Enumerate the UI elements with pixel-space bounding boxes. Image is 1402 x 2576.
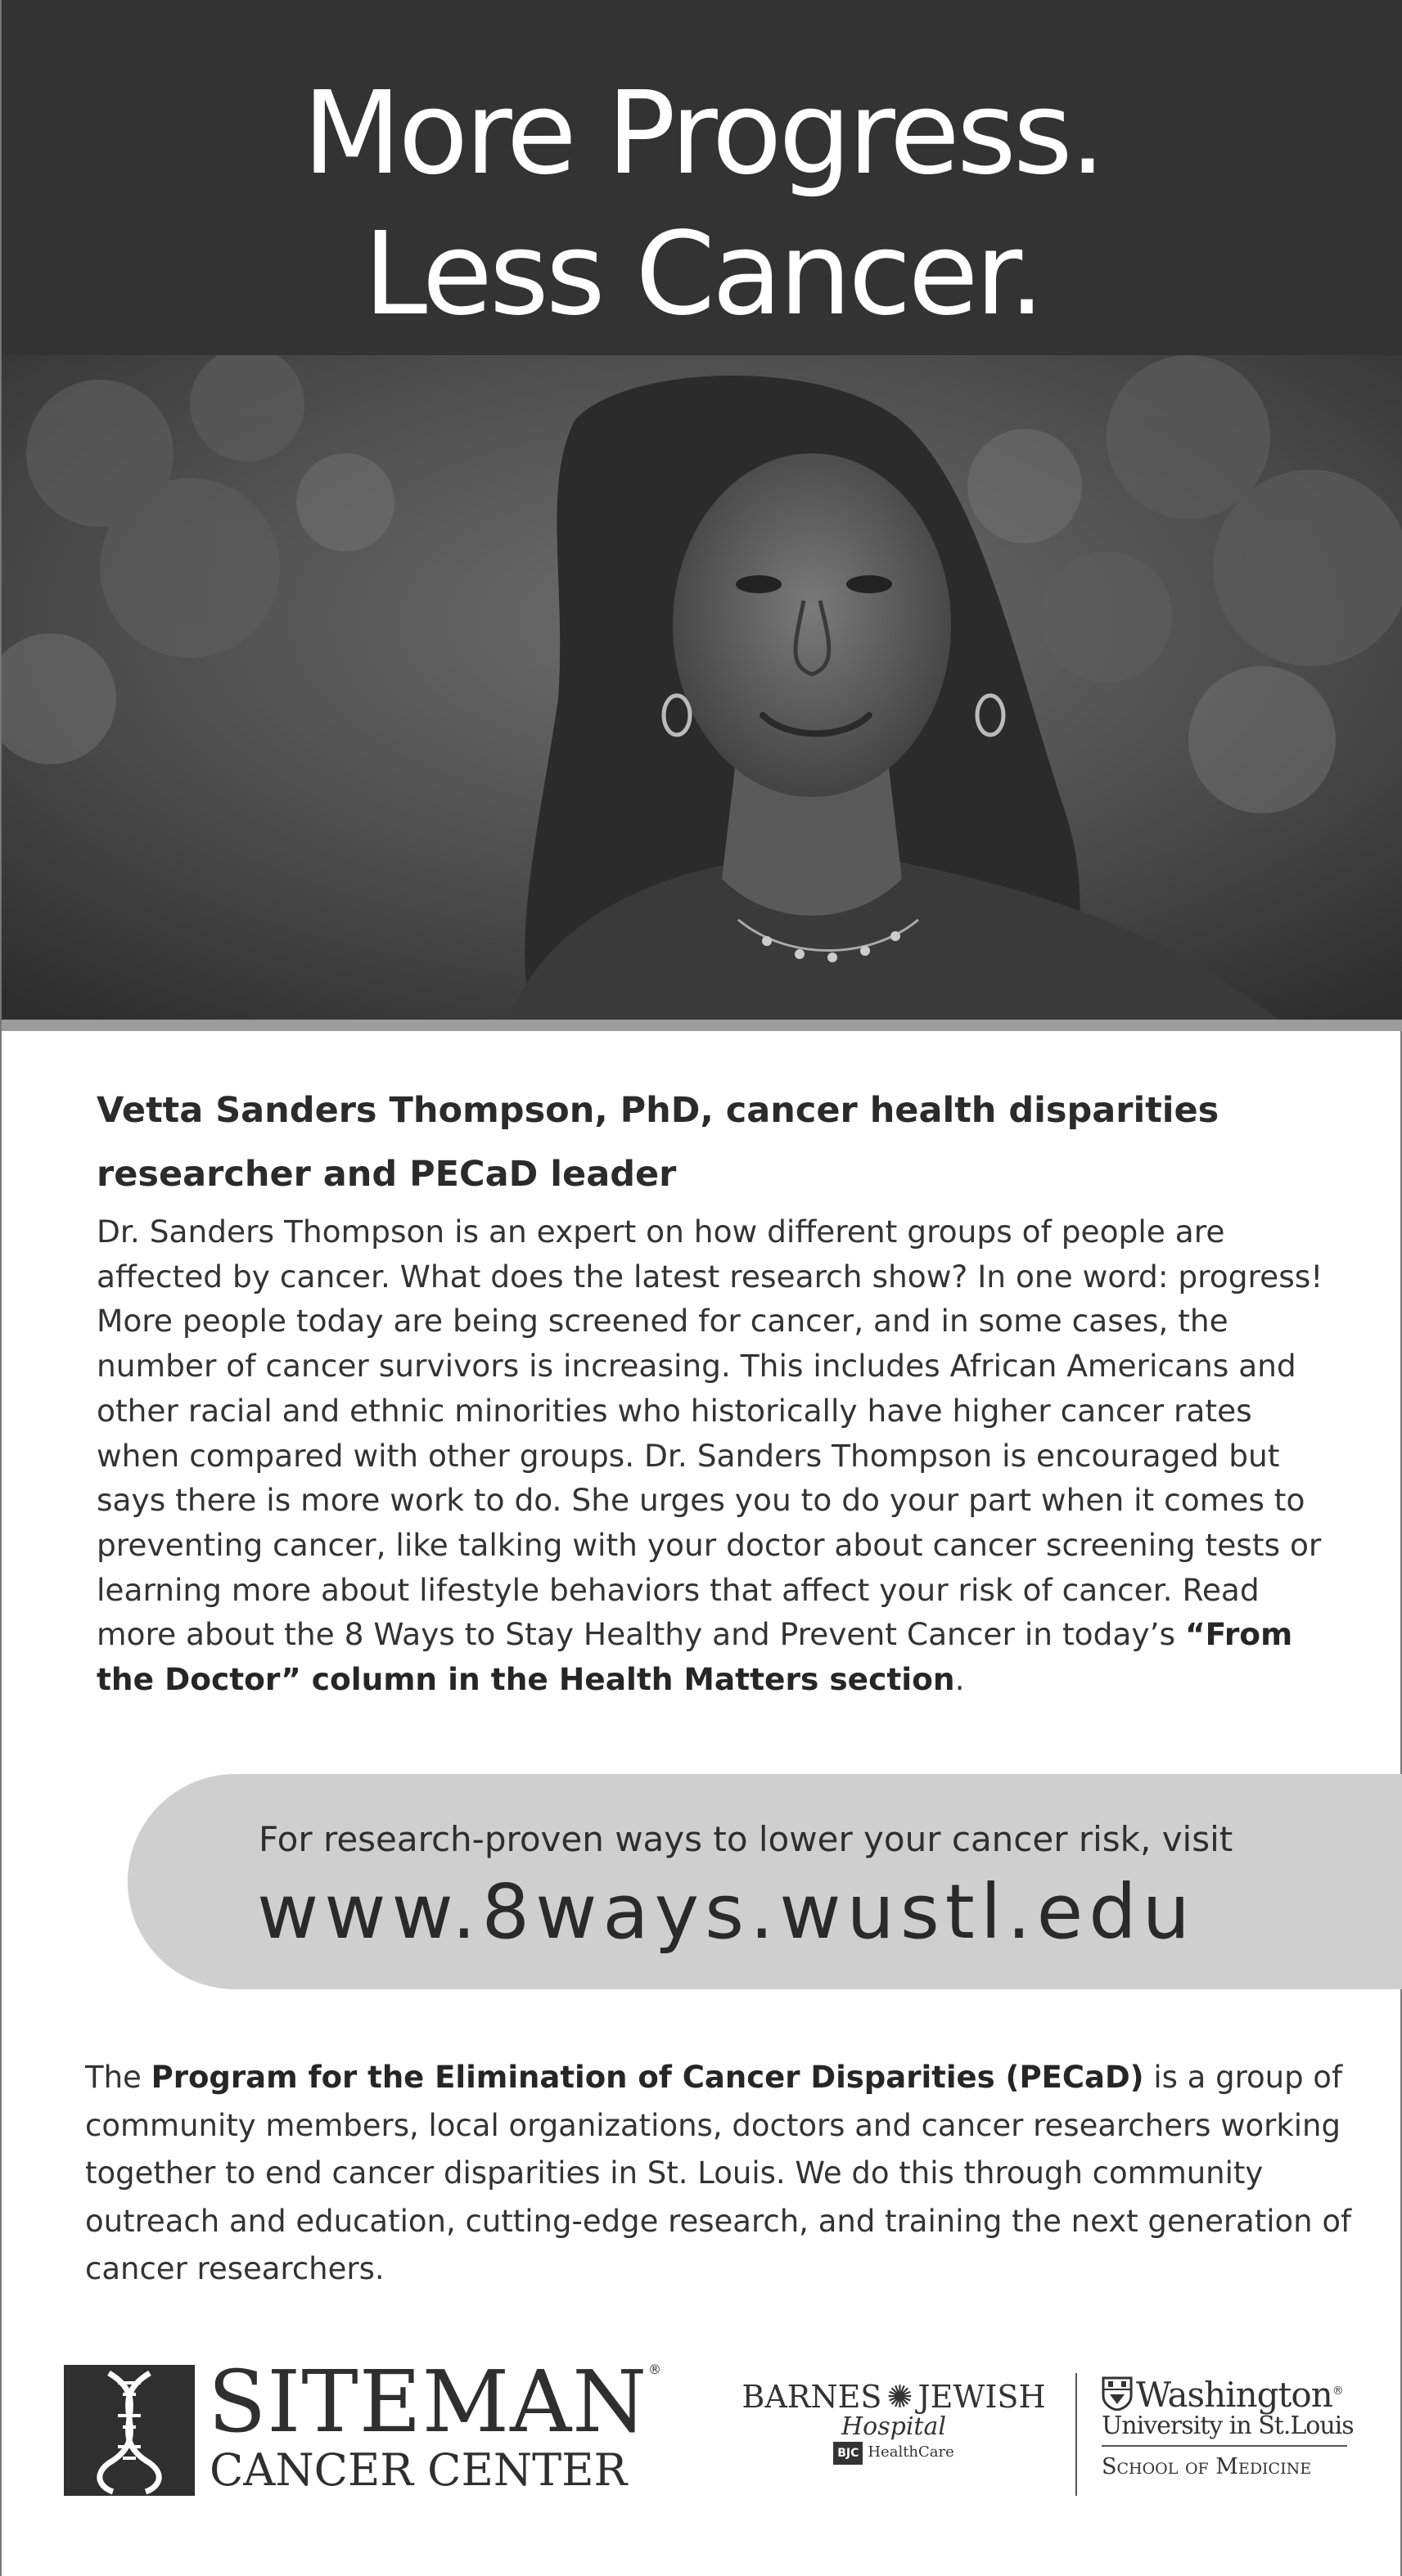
wu-divider xyxy=(1102,2445,1347,2447)
pecad-rest: is a group of community members, local organizations, doctors and cancer researchers working together to end cancer disparities in St. Louis. We do this through community outreach and education, cutting-edge research, and training the next generation of cancer researchers. xyxy=(85,2060,1352,2286)
barnes-jewish-logo xyxy=(730,2376,1057,2491)
sponsor-logos xyxy=(2,2352,1402,2512)
bio-heading xyxy=(97,1079,1324,1206)
bjh-hospital: Hospital xyxy=(841,2412,946,2441)
portrait-photo xyxy=(2,355,1402,1020)
headline xyxy=(2,64,1402,345)
website-link[interactable]: www.8ways.wustl.edu xyxy=(257,1868,1196,1956)
washington-university-logo xyxy=(1098,2370,1360,2493)
bio-heading-line-1: Vetta Sanders Thompson, PhD, cancer health disparities xyxy=(97,1090,1219,1131)
bjh-logo-name xyxy=(730,2376,1057,2417)
wu-logo-name xyxy=(1136,2370,1343,2416)
bio-body-end: . xyxy=(954,1661,965,1698)
headline-band xyxy=(2,0,1402,355)
sun-icon: ✺ xyxy=(886,2379,913,2415)
siteman-registered-mark: ® xyxy=(648,2362,661,2377)
dna-helix-icon xyxy=(64,2365,195,2496)
photo-divider xyxy=(2,1020,1402,1031)
bio-body xyxy=(97,1209,1341,1702)
siteman-logo-subtitle: CANCER CENTER xyxy=(210,2444,628,2496)
bjc-healthcare-text: HealthCare xyxy=(868,2443,954,2461)
pecad-program-name: Program for the Elimination of Cancer Disparities (PECaD) xyxy=(151,2060,1144,2095)
bjc-healthcare xyxy=(730,2442,1057,2465)
pecad-description xyxy=(85,2054,1362,2294)
siteman-logo-name: SITEMAN xyxy=(208,2352,648,2452)
bjh-name-right: JEWISH xyxy=(917,2379,1046,2415)
bio-body-bold: “From the Doctor” column in the Health Matters section xyxy=(97,1616,1293,1698)
call-to-action-text: For research-proven ways to lower your cancer risk, visit xyxy=(259,1819,1233,1859)
bio-body-text: Dr. Sanders Thompson is an expert on how different groups of people are affected by cancer. What does the latest research show? In one word: progress! More people today are being screened for cancer, and in some cases, the number of cancer survivors is increasing. This includes African Americans and other racial and ethnic minorities who historically have higher cancer rates when compared with other groups. Dr. Sanders Thompson is encouraged but says there is more work to do. She urges you to do your part when it comes to preventing cancer, like talking with your doctor about cancer screening tests or learning more about lifestyle behaviors that affect your risk of cancer. Read more about the 8 Ways to Stay Healthy and Prevent Cancer in today’s xyxy=(97,1214,1323,1653)
portrait-illustration xyxy=(2,355,1402,1020)
logo-divider xyxy=(1075,2373,1077,2496)
wu-name-text: Washington xyxy=(1136,2375,1332,2415)
bjc-badge: BJC xyxy=(833,2442,863,2465)
bio-heading-line-2: researcher and PECaD leader xyxy=(97,1154,677,1195)
shield-icon xyxy=(1102,2376,1133,2411)
wu-registered-mark: ® xyxy=(1332,2385,1343,2398)
wu-logo-subtitle: University in St.Louis xyxy=(1102,2412,1354,2440)
wu-school-name: School of Medicine xyxy=(1102,2454,1312,2479)
headline-line-1: More Progress. xyxy=(302,67,1103,200)
pecad-intro: The xyxy=(85,2060,151,2095)
bjh-name-left: BARNES xyxy=(742,2379,882,2415)
headline-line-2: Less Cancer. xyxy=(363,208,1042,341)
